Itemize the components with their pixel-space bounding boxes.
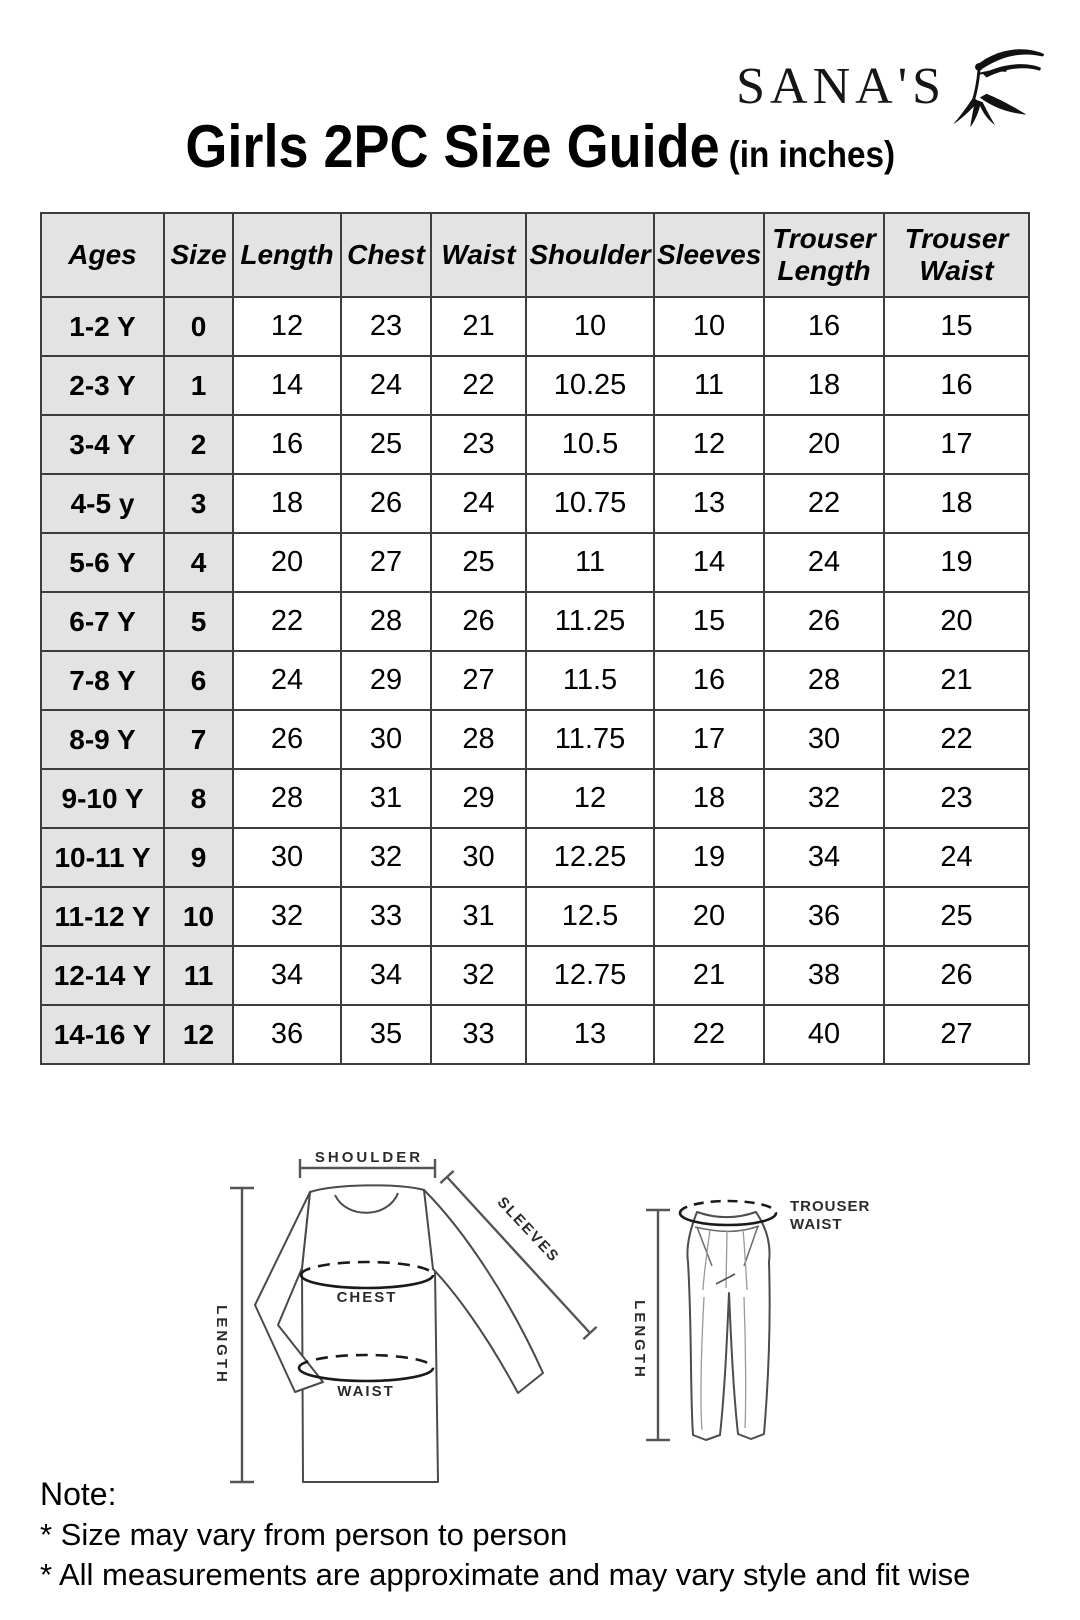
page-title-unit: (in inches)	[728, 134, 895, 175]
table-row	[41, 533, 1029, 592]
value-cell: 24	[341, 356, 431, 415]
ages-cell: 11-12 Y	[41, 887, 164, 946]
size-cell: 1	[164, 356, 233, 415]
size-cell: 11	[164, 946, 233, 1005]
value-cell: 27	[431, 651, 526, 710]
table-row	[41, 710, 1029, 769]
value-cell: 29	[431, 769, 526, 828]
brand-name: SANA'S	[736, 58, 946, 115]
page-title: Girls 2PC Size Guide	[185, 113, 720, 180]
value-cell: 33	[341, 887, 431, 946]
ages-cell: 2-3 Y	[41, 356, 164, 415]
shirt-length-label: LENGTH	[213, 1305, 230, 1385]
value-cell: 28	[233, 769, 341, 828]
ages-cell: 7-8 Y	[41, 651, 164, 710]
value-cell: 16	[764, 297, 884, 356]
value-cell: 19	[654, 828, 764, 887]
value-cell: 15	[654, 592, 764, 651]
value-cell: 36	[233, 1005, 341, 1064]
value-cell: 23	[341, 297, 431, 356]
value-cell: 13	[654, 474, 764, 533]
sleeves-label: SLEEVES	[493, 1193, 563, 1267]
value-cell: 16	[233, 415, 341, 474]
waist-label: WAIST	[337, 1383, 395, 1400]
value-cell: 34	[764, 828, 884, 887]
value-cell: 26	[764, 592, 884, 651]
trouser-measurement-diagram	[590, 1090, 1010, 1490]
value-cell: 12.5	[526, 887, 654, 946]
value-cell: 32	[764, 769, 884, 828]
value-cell: 10.75	[526, 474, 654, 533]
value-cell: 26	[431, 592, 526, 651]
ages-cell: 14-16 Y	[41, 1005, 164, 1064]
value-cell: 31	[431, 887, 526, 946]
value-cell: 21	[431, 297, 526, 356]
trouser-waist-ellipse-dashed	[680, 1201, 776, 1213]
value-cell: 12	[233, 297, 341, 356]
value-cell: 16	[654, 651, 764, 710]
column-header: Shoulder	[526, 213, 654, 297]
value-cell: 11	[526, 533, 654, 592]
value-cell: 27	[884, 1005, 1029, 1064]
value-cell: 40	[764, 1005, 884, 1064]
value-cell: 20	[884, 592, 1029, 651]
ages-cell: 1-2 Y	[41, 297, 164, 356]
trouser-outline	[687, 1212, 769, 1440]
ages-cell: 10-11 Y	[41, 828, 164, 887]
shirt-outline	[255, 1185, 543, 1482]
table-row	[41, 297, 1029, 356]
title-row	[0, 112, 1080, 181]
value-cell: 12	[526, 769, 654, 828]
trouser-length-label: LENGTH	[631, 1300, 648, 1380]
size-table-header	[41, 213, 1029, 297]
size-table	[40, 212, 1030, 1065]
value-cell: 14	[654, 533, 764, 592]
value-cell: 38	[764, 946, 884, 1005]
value-cell: 12.75	[526, 946, 654, 1005]
value-cell: 16	[884, 356, 1029, 415]
table-row	[41, 769, 1029, 828]
value-cell: 25	[884, 887, 1029, 946]
value-cell: 14	[233, 356, 341, 415]
value-cell: 26	[341, 474, 431, 533]
value-cell: 23	[884, 769, 1029, 828]
value-cell: 26	[884, 946, 1029, 1005]
value-cell: 11.75	[526, 710, 654, 769]
table-row	[41, 651, 1029, 710]
size-cell: 12	[164, 1005, 233, 1064]
column-header: Length	[233, 213, 341, 297]
value-cell: 22	[884, 710, 1029, 769]
note-line: * All measurements are approximate and may vary style and fit wise	[40, 1556, 971, 1592]
value-cell: 15	[884, 297, 1029, 356]
value-cell: 21	[654, 946, 764, 1005]
value-cell: 18	[764, 356, 884, 415]
value-cell: 24	[884, 828, 1029, 887]
note-heading: Note:	[40, 1476, 117, 1512]
value-cell: 23	[431, 415, 526, 474]
value-cell: 34	[233, 946, 341, 1005]
value-cell: 22	[431, 356, 526, 415]
note-line: * Size may vary from person to person	[40, 1516, 568, 1552]
value-cell: 20	[764, 415, 884, 474]
shirt-measurement-diagram	[185, 1090, 605, 1490]
value-cell: 22	[233, 592, 341, 651]
value-cell: 20	[233, 533, 341, 592]
value-cell: 10	[654, 297, 764, 356]
column-header: Sleeves	[654, 213, 764, 297]
ages-cell: 5-6 Y	[41, 533, 164, 592]
column-header: Trouser Length	[764, 213, 884, 297]
value-cell: 18	[654, 769, 764, 828]
value-cell: 18	[884, 474, 1029, 533]
column-header: Trouser Waist	[884, 213, 1029, 297]
value-cell: 17	[884, 415, 1029, 474]
column-header: Size	[164, 213, 233, 297]
table-row	[41, 474, 1029, 533]
value-cell: 18	[233, 474, 341, 533]
column-header: Ages	[41, 213, 164, 297]
value-cell: 25	[341, 415, 431, 474]
table-row	[41, 946, 1029, 1005]
table-row	[41, 1005, 1029, 1064]
value-cell: 10.5	[526, 415, 654, 474]
table-row	[41, 356, 1029, 415]
value-cell: 31	[341, 769, 431, 828]
size-cell: 7	[164, 710, 233, 769]
header-row	[41, 213, 1029, 297]
value-cell: 30	[764, 710, 884, 769]
value-cell: 36	[764, 887, 884, 946]
ages-cell: 3-4 Y	[41, 415, 164, 474]
value-cell: 17	[654, 710, 764, 769]
size-cell: 8	[164, 769, 233, 828]
value-cell: 24	[431, 474, 526, 533]
ages-cell: 9-10 Y	[41, 769, 164, 828]
trouser-waist-label-line2: WAIST	[790, 1216, 843, 1233]
ages-cell: 12-14 Y	[41, 946, 164, 1005]
trouser-waist-label-line1: TROUSER	[790, 1198, 871, 1215]
size-cell: 9	[164, 828, 233, 887]
value-cell: 27	[341, 533, 431, 592]
value-cell: 28	[764, 651, 884, 710]
column-header: Waist	[431, 213, 526, 297]
value-cell: 28	[431, 710, 526, 769]
value-cell: 35	[341, 1005, 431, 1064]
table-row	[41, 887, 1029, 946]
value-cell: 25	[431, 533, 526, 592]
size-cell: 0	[164, 297, 233, 356]
ages-cell: 8-9 Y	[41, 710, 164, 769]
size-cell: 3	[164, 474, 233, 533]
value-cell: 28	[341, 592, 431, 651]
value-cell: 29	[341, 651, 431, 710]
table-row	[41, 592, 1029, 651]
value-cell: 21	[884, 651, 1029, 710]
column-header: Chest	[341, 213, 431, 297]
ages-cell: 6-7 Y	[41, 592, 164, 651]
value-cell: 24	[764, 533, 884, 592]
value-cell: 32	[233, 887, 341, 946]
value-cell: 26	[233, 710, 341, 769]
trouser-length-measure-line	[646, 1210, 670, 1440]
value-cell: 30	[431, 828, 526, 887]
value-cell: 33	[431, 1005, 526, 1064]
value-cell: 30	[341, 710, 431, 769]
value-cell: 32	[341, 828, 431, 887]
value-cell: 12	[654, 415, 764, 474]
size-cell: 6	[164, 651, 233, 710]
size-cell: 4	[164, 533, 233, 592]
value-cell: 34	[341, 946, 431, 1005]
value-cell: 12.25	[526, 828, 654, 887]
ages-cell: 4-5 y	[41, 474, 164, 533]
chest-label: CHEST	[336, 1289, 398, 1306]
value-cell: 11.5	[526, 651, 654, 710]
size-table-body	[41, 297, 1029, 1064]
size-cell: 5	[164, 592, 233, 651]
value-cell: 20	[654, 887, 764, 946]
value-cell: 19	[884, 533, 1029, 592]
note-section	[40, 1474, 970, 1594]
table-row	[41, 415, 1029, 474]
value-cell: 10	[526, 297, 654, 356]
value-cell: 11	[654, 356, 764, 415]
size-cell: 2	[164, 415, 233, 474]
value-cell: 22	[764, 474, 884, 533]
value-cell: 10.25	[526, 356, 654, 415]
value-cell: 13	[526, 1005, 654, 1064]
value-cell: 22	[654, 1005, 764, 1064]
value-cell: 32	[431, 946, 526, 1005]
value-cell: 11.25	[526, 592, 654, 651]
shoulder-label: SHOULDER	[314, 1149, 424, 1166]
value-cell: 24	[233, 651, 341, 710]
value-cell: 30	[233, 828, 341, 887]
size-cell: 10	[164, 887, 233, 946]
table-row	[41, 828, 1029, 887]
length-measure-line	[230, 1188, 254, 1482]
